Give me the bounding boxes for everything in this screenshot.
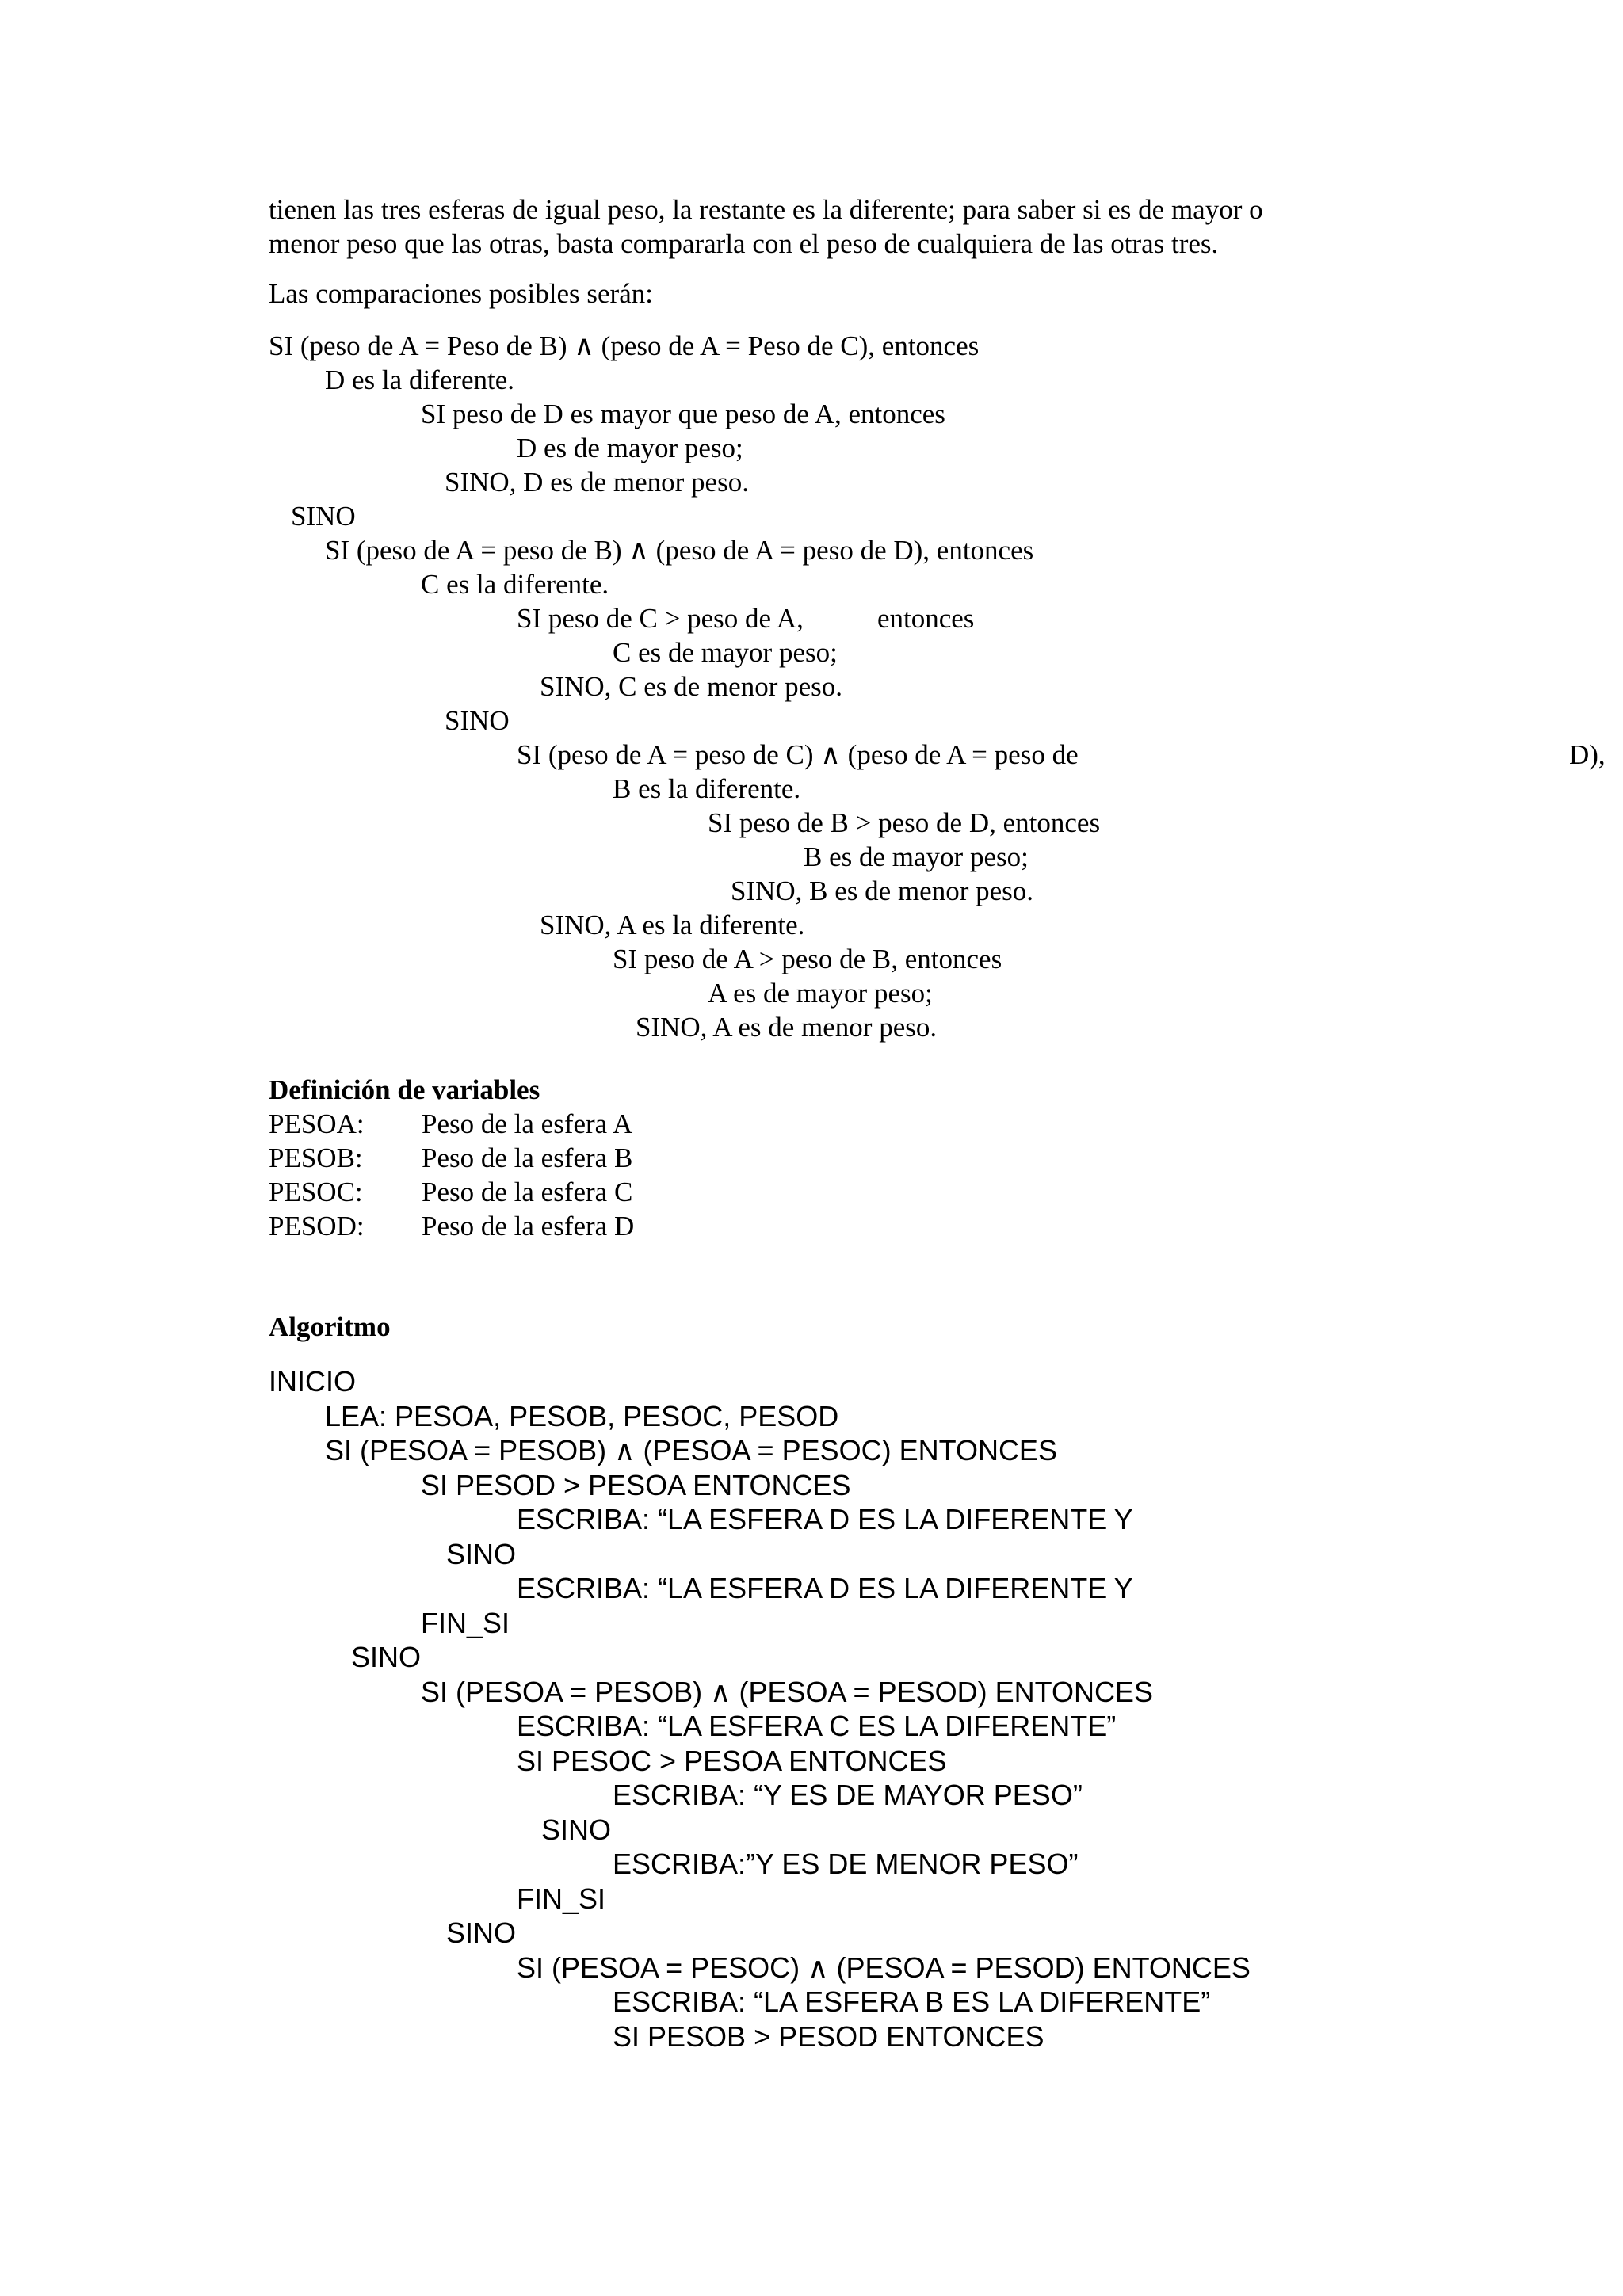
comparison-line: SINO: [291, 501, 356, 532]
variable-row: [269, 1107, 634, 1141]
algorithm-line: ESCRIBA: “LA ESFERA C ES LA DIFERENTE”: [517, 1710, 1117, 1742]
algorithm-line: SI PESOB > PESOD ENTONCES: [613, 2019, 1044, 2053]
variable-name: PESOC:: [269, 1177, 363, 1207]
comparison-line: SINO, C es de menor peso.: [540, 671, 843, 702]
algorithm-line: SINO: [351, 1641, 422, 1673]
algorithm-line: ESCRIBA: “LA ESFERA D ES LA DIFERENTE Y: [517, 1572, 1133, 1604]
comparison-text: D),: [1569, 739, 1606, 770]
algorithm-line: SI PESOC > PESOA ENTONCES: [517, 1744, 947, 1777]
variables-heading: Definición de variables: [269, 1074, 540, 1105]
algorithm-line: SI (PESOA = PESOC) ∧ (PESOA = PESOD) ENTONCES: [517, 1951, 1251, 1984]
algorithm-line: ESCRIBA:”Y ES DE MENOR PESO”: [613, 1848, 1079, 1880]
comparison-line: SI peso de D es mayor que peso de A, entonces: [421, 399, 945, 429]
comparison-line: [0, 738, 1623, 772]
algorithm-line: ESCRIBA: “LA ESFERA B ES LA DIFERENTE”: [613, 1985, 1211, 2018]
algorithm-heading: Algoritmo: [269, 1311, 391, 1342]
variable-description: Peso de la esfera B: [422, 1142, 633, 1173]
algorithm-line: SINO: [446, 1537, 517, 1570]
comparison-line: SINO: [445, 705, 510, 736]
intro-line: menor peso que las otras, basta compararla con el peso de cualquiera de las otras tres.: [269, 228, 1219, 259]
variable-row: [269, 1209, 634, 1243]
variable-description: Peso de la esfera C: [422, 1177, 633, 1207]
comparisons-block: [0, 329, 1623, 1044]
comparison-text: SI (peso de A = peso de C) ∧ (peso de A = peso de: [517, 739, 1079, 770]
intro-paragraph: [0, 193, 1623, 261]
algorithm-line: ESCRIBA: “LA ESFERA D ES LA DIFERENTE Y: [517, 1503, 1133, 1535]
variables-table: [269, 1107, 634, 1243]
comparison-line: A es de mayor peso;: [708, 978, 933, 1009]
algorithm-line: LEA: PESOA, PESOB, PESOC, PESOD: [325, 1399, 839, 1432]
comparison-line: SINO, D es de menor peso.: [445, 467, 749, 498]
comparison-line: D es la diferente.: [325, 364, 515, 395]
algorithm-line: SI PESOD > PESOA ENTONCES: [421, 1468, 851, 1501]
comparison-text: entonces: [876, 603, 975, 634]
comparison-line: SI (peso de A = peso de B) ∧ (peso de A = peso de D), entonces: [325, 535, 1034, 566]
comparison-line: C es la diferente.: [421, 569, 609, 600]
comparison-line: SINO, A es de menor peso.: [636, 1012, 938, 1043]
comparison-line: B es la diferente.: [613, 773, 801, 804]
comparison-line: C es de mayor peso;: [613, 637, 838, 668]
variable-name: PESOB:: [269, 1142, 363, 1173]
variable-row: [269, 1141, 634, 1175]
comparison-line: D es de mayor peso;: [517, 433, 743, 463]
variable-name: PESOD:: [269, 1211, 365, 1241]
comparisons-intro: [0, 277, 1623, 311]
comparison-line: SI peso de A > peso de B, entonces: [613, 944, 1002, 974]
comparison-line: SINO, A es la diferente.: [540, 910, 805, 940]
algorithm-line: FIN_SI: [517, 1882, 606, 1915]
algorithm-line: SI (PESOA = PESOB) ∧ (PESOA = PESOC) ENTONCES: [325, 1434, 1057, 1466]
algorithm-line: SINO: [541, 1813, 612, 1846]
intro-line: Las comparaciones posibles serán:: [269, 278, 653, 309]
algorithm-line: SI (PESOA = PESOB) ∧ (PESOA = PESOD) ENTONCES: [421, 1675, 1153, 1708]
algorithm-line: SINO: [446, 1917, 517, 1949]
variable-name: PESOA:: [269, 1108, 365, 1139]
comparison-line: SI (peso de A = Peso de B) ∧ (peso de A = Peso de C), entonces: [269, 330, 980, 361]
intro-line: tienen las tres esferas de igual peso, la restante es la diferente; para saber si es de mayor o: [269, 194, 1263, 225]
algorithm-line: INICIO: [269, 1365, 357, 1398]
variable-description: Peso de la esfera D: [422, 1211, 635, 1241]
algorithm-line: ESCRIBA: “Y ES DE MAYOR PESO”: [613, 1779, 1083, 1811]
algorithm-line: FIN_SI: [421, 1606, 510, 1639]
algorithm-block: [0, 1364, 1623, 2054]
variable-description: Peso de la esfera A: [422, 1108, 633, 1139]
comparison-text: SI peso de C > peso de A,: [517, 603, 804, 634]
comparison-line: SI peso de B > peso de D, entonces: [708, 807, 1101, 838]
comparison-line: B es de mayor peso;: [804, 841, 1029, 872]
comparison-line: SINO, B es de menor peso.: [731, 875, 1034, 906]
variable-row: [269, 1175, 634, 1209]
comparison-line: [0, 601, 1623, 635]
